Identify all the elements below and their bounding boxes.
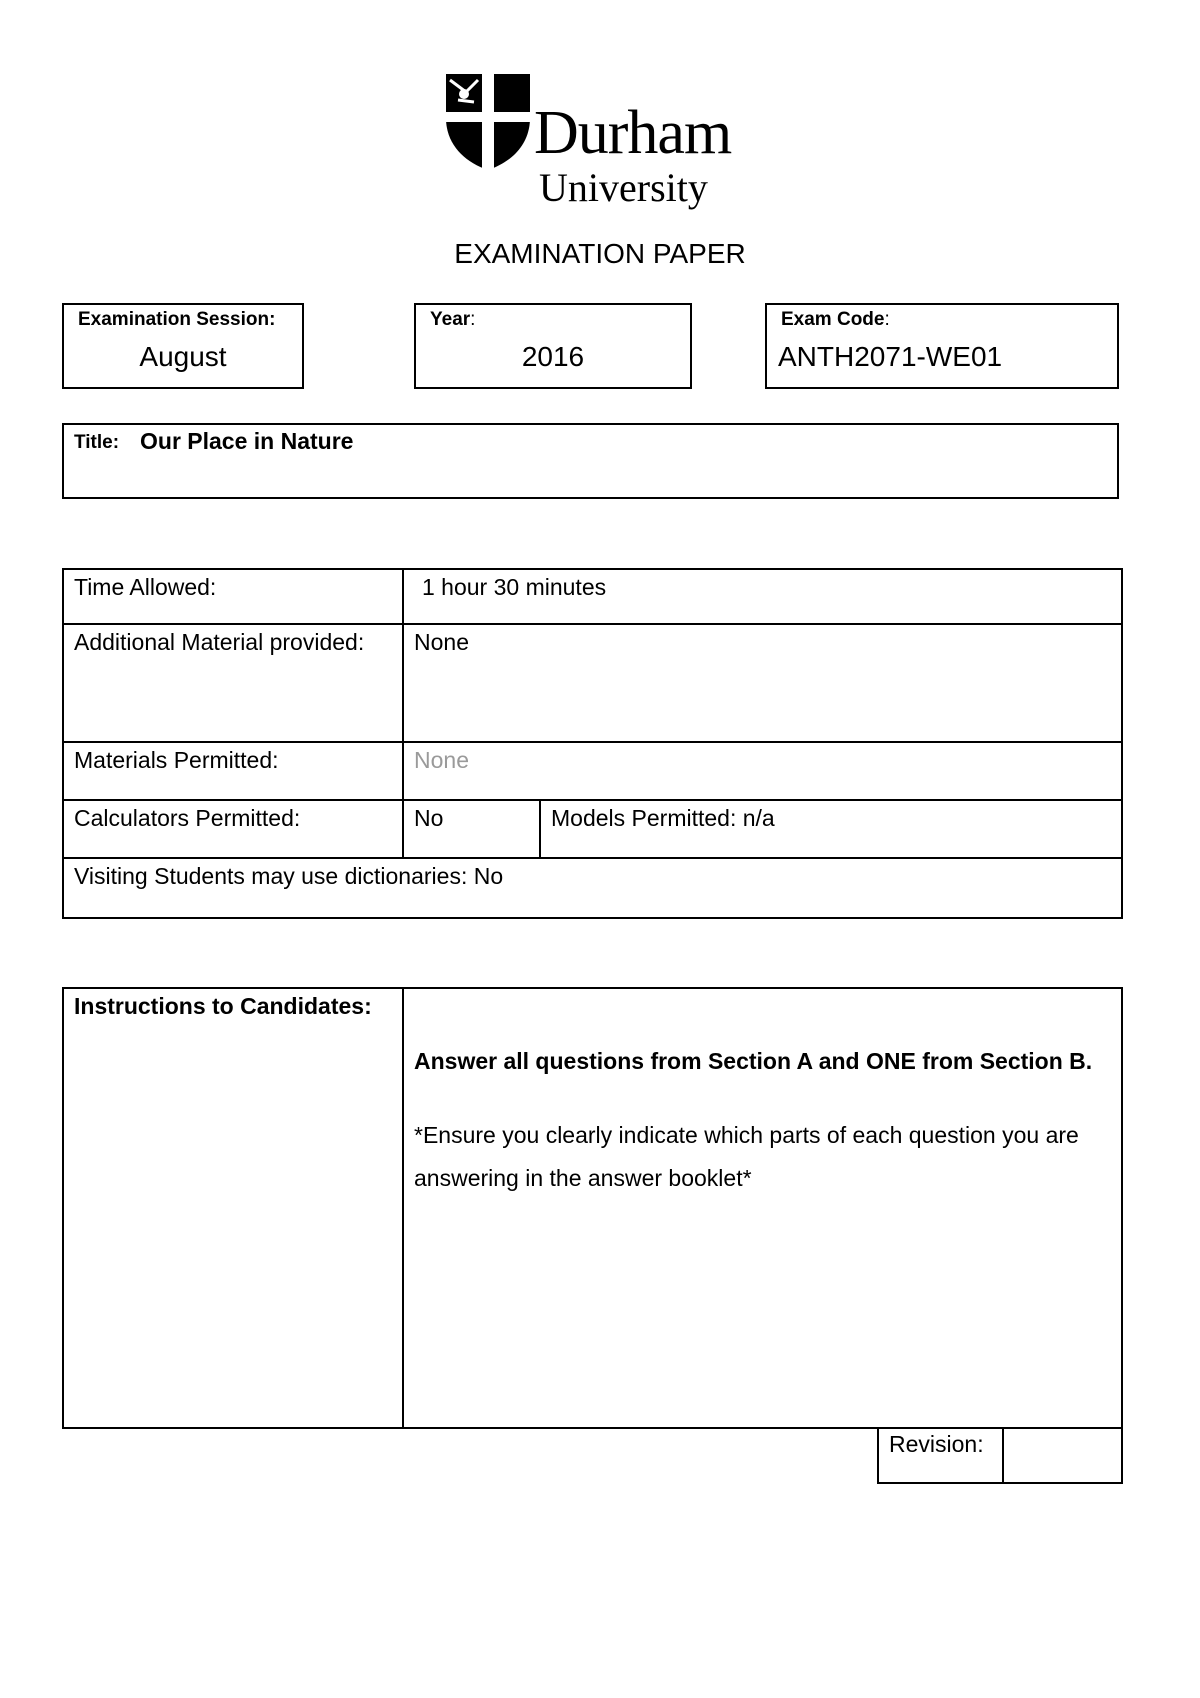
paper-title: Our Place in Nature xyxy=(140,428,354,454)
exam-session-value: August xyxy=(139,341,227,372)
exam-session-box xyxy=(62,303,304,389)
revision-table xyxy=(877,1427,1123,1484)
time-allowed-value: 1 hour 30 minutes xyxy=(422,574,607,600)
table-row xyxy=(63,858,1122,918)
university-logo xyxy=(442,72,772,212)
table-row xyxy=(63,800,1122,858)
table-row xyxy=(63,569,1122,624)
instructions-note: *Ensure you clearly indicate which parts of each question you are answering in the answer booklet* xyxy=(414,1122,1079,1191)
shield-crest-icon xyxy=(442,72,534,172)
year-label: Year: xyxy=(430,309,476,330)
revision-label: Revision: xyxy=(889,1431,984,1457)
logo-word-university: University xyxy=(539,165,708,210)
additional-material-value: None xyxy=(414,629,469,655)
instructions-table xyxy=(62,987,1123,1429)
document-title: EXAMINATION PAPER xyxy=(454,238,746,269)
logo-word-durham: Durham xyxy=(534,99,732,167)
year-box xyxy=(414,303,692,389)
revision-value xyxy=(1004,1427,1121,1431)
materials-permitted-label: Materials Permitted: xyxy=(74,747,279,773)
exam-code-label: Exam Code: xyxy=(781,309,890,330)
exam-code-box xyxy=(765,303,1119,389)
time-allowed-label: Time Allowed: xyxy=(74,574,217,600)
additional-material-label: Additional Material provided: xyxy=(74,629,365,655)
table-row xyxy=(63,988,1122,1428)
table-row xyxy=(63,624,1122,742)
title-label: Title: xyxy=(74,432,120,453)
table-row xyxy=(63,742,1122,800)
exam-info-table xyxy=(62,568,1123,919)
instructions-main: Answer all questions from Section A and ONE from Section B. xyxy=(414,1048,1093,1074)
dictionaries-statement: Visiting Students may use dictionaries: No xyxy=(74,863,504,889)
instructions-label: Instructions to Candidates: xyxy=(74,993,372,1019)
exam-code-value: ANTH2071-WE01 xyxy=(778,341,1003,372)
models-permitted-label: Models Permitted: n/a xyxy=(551,805,775,831)
calculators-permitted-label: Calculators Permitted: xyxy=(74,805,301,831)
year-value: 2016 xyxy=(521,341,585,372)
calculators-permitted-value: No xyxy=(414,805,444,831)
materials-permitted-value: None xyxy=(414,747,469,773)
title-box xyxy=(62,423,1119,499)
table-row xyxy=(878,1427,1122,1483)
exam-session-label: Examination Session: xyxy=(78,309,276,330)
